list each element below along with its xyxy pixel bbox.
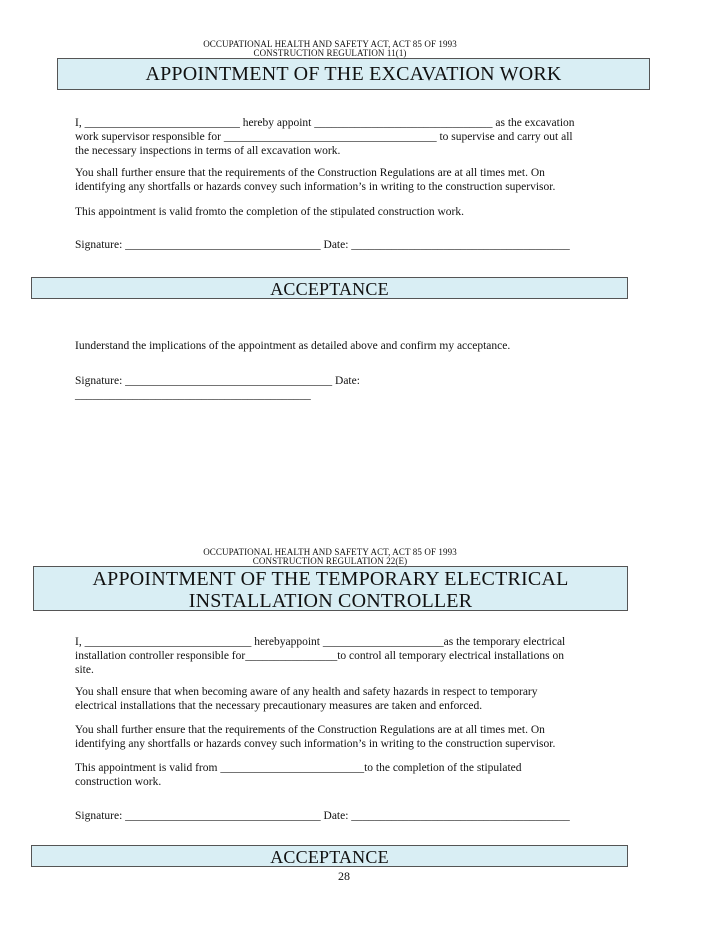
appointment-paragraph-2 (75, 635, 565, 677)
form-title-2-line1: APPOINTMENT OF THE TEMPORARY ELECTRICAL (92, 568, 569, 590)
para-line: identifying any shortfalls or hazards convey such information’s in writing to the construction supervisor. (75, 181, 556, 193)
acceptance-statement-1: Iunderstand the implications of the appointment as detailed above and confirm my acceptance. (75, 340, 511, 352)
acceptance-title-1: ACCEPTANCE (270, 279, 389, 299)
title-box-2 (33, 566, 628, 611)
signature-line-1: Signature: __________________________________ Date: ______________________________________ (75, 239, 570, 251)
para-line: installation controller responsible for________________to control all temporary electrical installations on (75, 650, 564, 662)
validity-paragraph-2 (75, 761, 522, 789)
para-line: _________________________________________ (75, 389, 311, 401)
acceptance-box-2 (31, 845, 628, 867)
para-line: the necessary inspections in terms of all excavation work. (75, 145, 341, 157)
form-title-1: APPOINTMENT OF THE EXCAVATION WORK (145, 63, 562, 85)
para-line: I, ___________________________ hereby appoint _______________________________ as the excavation (75, 117, 575, 129)
regulation-header-2: CONSTRUCTION REGULATION 22(E) (252, 556, 408, 566)
para-line: You shall further ensure that the requirements of the Construction Regulations are at all times met. On (75, 167, 545, 179)
title-box-1 (57, 58, 650, 90)
act-header-2: OCCUPATIONAL HEALTH AND SAFETY ACT, ACT 85 OF 1993 (203, 547, 457, 557)
para-line: Signature: ____________________________________ Date: (75, 375, 360, 387)
para-line: electrical installations that the necessary precautionary measures are taken and enforced. (75, 700, 483, 712)
form-title-2-line2: INSTALLATION CONTROLLER (188, 590, 473, 612)
acceptance-title-2: ACCEPTANCE (270, 847, 389, 867)
regulation-header-1: CONSTRUCTION REGULATION 11(1) (253, 48, 407, 58)
hazards-paragraph-2 (75, 685, 538, 713)
page-number: 28 (338, 869, 350, 883)
para-line: work supervisor responsible for _____________________________________ to supervise and carry out all (75, 131, 573, 143)
acceptance-signature-1 (75, 374, 360, 402)
signature-line-2: Signature: __________________________________ Date: ______________________________________ (75, 810, 570, 822)
para-line: construction work. (75, 776, 162, 788)
validity-paragraph-1: This appointment is valid fromto the completion of the stipulated construction work. (75, 206, 465, 218)
para-line: You shall ensure that when becoming aware of any health and safety hazards in respect to temporary (75, 686, 538, 698)
para-line: site. (75, 664, 94, 676)
para-line: I, _____________________________ herebyappoint _____________________as the temporary electrical (75, 636, 566, 648)
acceptance-box-1 (31, 277, 628, 299)
para-line: This appointment is valid from _________________________to the completion of the stipulated (75, 762, 522, 774)
requirements-paragraph-1 (75, 166, 555, 194)
para-line: You shall further ensure that the requirements of the Construction Regulations are at all times met. On (75, 724, 545, 736)
requirements-paragraph-2 (75, 723, 555, 751)
para-line: identifying any shortfalls or hazards convey such information’s in writing to the construction supervisor. (75, 738, 556, 750)
act-header-1: OCCUPATIONAL HEALTH AND SAFETY ACT, ACT 85 OF 1993 (203, 39, 457, 49)
appointment-paragraph-1 (75, 116, 575, 158)
